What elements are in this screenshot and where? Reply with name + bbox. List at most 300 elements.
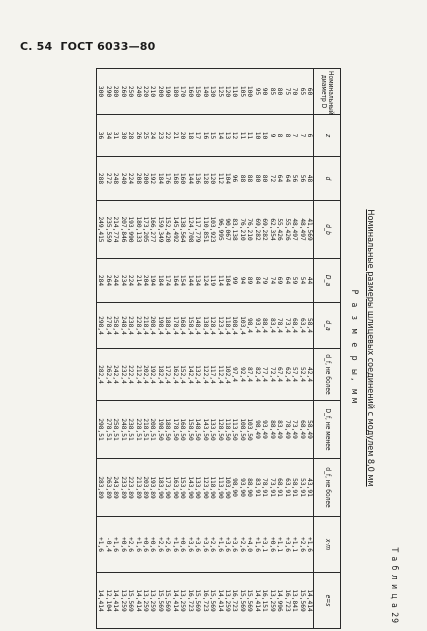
table-cell: 250	[127, 69, 134, 115]
table-cell: 14,414	[134, 573, 141, 629]
table-cell: 290	[104, 69, 111, 115]
table-cell: 148,4	[194, 303, 201, 349]
table-cell: 214	[134, 259, 141, 303]
table-cell: 100	[246, 69, 253, 115]
page-number: С. 54	[20, 40, 53, 53]
table-cell: 283,89	[96, 459, 104, 517]
table-cell: 58,4	[306, 303, 314, 349]
table-cell: 64	[276, 157, 283, 201]
table-cell: 128	[201, 157, 208, 201]
table-cell: 258,51	[112, 401, 119, 459]
table-cell: 15,569	[164, 573, 171, 629]
table-cell: +3,6	[186, 517, 193, 573]
table-cell: 188,50	[164, 401, 171, 459]
table-row	[142, 69, 149, 629]
table-cell: +4,0	[246, 517, 253, 573]
table-cell: 102,4	[224, 349, 231, 401]
table-cell: 224	[127, 157, 134, 201]
table-cell: 6	[306, 115, 314, 157]
table-cell: 235,559	[104, 201, 111, 259]
table-cell: 16,151	[261, 573, 268, 629]
table-cell: 173,205	[142, 201, 149, 259]
table-cell: 83,49	[276, 401, 283, 459]
table-cell: 44	[306, 259, 314, 303]
table-cell: 244	[112, 259, 119, 303]
table-cell: 298,51	[96, 401, 104, 459]
table-cell: 112,4	[216, 349, 223, 401]
table-cell: 41,569	[306, 201, 314, 259]
table-cell: 128,4	[209, 303, 216, 349]
table-cell: 58,49	[306, 401, 314, 459]
table-cell: 97,4	[231, 349, 238, 401]
table-row	[119, 69, 126, 629]
header-da: d_a	[314, 303, 341, 349]
table-cell: 64	[283, 157, 290, 201]
table-cell: 89	[246, 259, 253, 303]
table-cell: 52,4	[298, 349, 305, 401]
table-cell: 113,90	[216, 459, 223, 517]
table-cell: 10	[253, 115, 260, 157]
table-row	[149, 69, 156, 629]
table-cell: 87,4	[246, 349, 253, 401]
table-cell: 63,4	[298, 303, 305, 349]
table-cell: 178,50	[171, 401, 178, 459]
table-cell: 88,90	[246, 459, 253, 517]
table-cell: 8	[283, 115, 290, 157]
table-cell: 14,414	[216, 573, 223, 629]
table-cell: 144	[186, 259, 193, 303]
table-cell: 152,420	[164, 201, 171, 259]
table-cell: +1,6	[134, 517, 141, 573]
table-cell: 238,4	[127, 303, 134, 349]
table-cell: 14,996	[276, 573, 283, 629]
table-cell: 132,4	[194, 349, 201, 401]
table-cell: 84	[253, 259, 260, 303]
table-cell: 15,569	[298, 573, 305, 629]
table-cell: 90,067	[224, 201, 231, 259]
table-cell: 204	[142, 259, 149, 303]
table-cell: 68,4	[291, 303, 298, 349]
table-cell: 56	[291, 157, 298, 201]
table-cell: 13,259	[119, 573, 126, 629]
table-cell: 14,414	[306, 573, 314, 629]
table-cell: 124	[201, 259, 208, 303]
table-cell: +0,6	[142, 517, 149, 573]
table-cell: +0,6	[119, 517, 126, 573]
table-cell: 28	[127, 115, 134, 157]
table-cell: 93,90	[238, 459, 245, 517]
table-cell: 224	[127, 259, 134, 303]
table-cell: 8	[276, 115, 283, 157]
table-cell: 80	[261, 157, 268, 201]
table-row	[298, 69, 305, 629]
table-row	[283, 69, 290, 629]
table-cell: 159,349	[156, 201, 163, 259]
table-cell: 133,50	[209, 401, 216, 459]
table-cell: +0,6	[268, 517, 275, 573]
header-nominal-diameter: Номинальный диаметр D	[314, 69, 341, 115]
table-cell: 55,426	[283, 201, 290, 259]
table-cell: 69,282	[253, 201, 260, 259]
table-header-row	[314, 69, 341, 629]
table-cell: 218,4	[142, 303, 149, 349]
table-cell: 78,4	[276, 303, 283, 349]
table-cell: 148,50	[194, 401, 201, 459]
table-cell: 136	[194, 157, 201, 201]
table-cell: 23	[156, 115, 163, 157]
table-row	[268, 69, 275, 629]
table-cell: 13,259	[224, 573, 231, 629]
table-cell: -0,4	[104, 517, 111, 573]
table-cell: +2,6	[209, 517, 216, 573]
table-cell: 280	[112, 69, 119, 115]
page-header	[20, 40, 155, 53]
table-cell: 278,4	[104, 303, 111, 349]
table-cell: 14	[216, 115, 223, 157]
table-cell: 184	[156, 259, 163, 303]
table-cell: 103,4	[238, 303, 245, 349]
table-cell: 114	[216, 259, 223, 303]
table-cell: +1,1	[291, 517, 298, 573]
table-cell: 112	[216, 157, 223, 201]
table-cell: 119	[209, 259, 216, 303]
table-cell: 73,91	[268, 459, 275, 517]
table-cell: 77,4	[261, 349, 268, 401]
table-row	[134, 69, 141, 629]
table-cell: 63,91	[283, 459, 290, 517]
table-cell: 133,90	[194, 459, 201, 517]
table-row	[104, 69, 111, 629]
header-Da: D_a	[314, 259, 341, 303]
table-cell: 53,91	[298, 459, 305, 517]
table-subtitle: Р а з м е р ы, мм	[349, 289, 359, 407]
table-cell: 17	[194, 115, 201, 157]
table-cell: 76,210	[246, 201, 253, 259]
table-cell: 93,49	[261, 401, 268, 459]
table-cell: 16	[201, 115, 208, 157]
table-cell: +3,6	[231, 517, 238, 573]
table-cell: 15,569	[209, 573, 216, 629]
table-cell: 88,4	[261, 303, 268, 349]
table-cell: 88	[238, 157, 245, 201]
table-cell: 65	[298, 69, 305, 115]
table-cell: 117,779	[194, 201, 201, 259]
table-cell: 7	[291, 115, 298, 157]
table-cell: 18	[186, 115, 193, 157]
table-cell: 208,4	[149, 303, 156, 349]
table-cell: +3,1	[261, 517, 268, 573]
table-cell: 103,923	[209, 201, 216, 259]
table-row	[246, 69, 253, 629]
table-cell: 36	[96, 115, 104, 157]
table-cell: 80	[253, 157, 260, 201]
table-cell: 67,4	[276, 349, 283, 401]
table-cell: 120	[224, 69, 231, 115]
table-cell: 220	[142, 69, 149, 115]
table-cell: 11	[238, 115, 245, 157]
table-cell: 62,354	[268, 201, 275, 259]
table-cell: 262,4	[104, 349, 111, 401]
table-cell: 83,138	[231, 201, 238, 259]
table-cell: 190	[164, 69, 171, 115]
table-cell: 249,415	[96, 201, 104, 259]
standard-code: ГОСТ 6033—80	[60, 40, 156, 53]
table-cell: +0,6	[149, 517, 156, 573]
table-row	[96, 69, 104, 629]
table-cell: 95	[253, 69, 260, 115]
table-cell: 166,277	[149, 201, 156, 259]
table-cell: 168,4	[179, 303, 186, 349]
table-cell: 13,259	[179, 573, 186, 629]
table-cell: 203,89	[142, 459, 149, 517]
table-cell: 202,4	[142, 349, 149, 401]
table-cell: 72	[268, 157, 275, 201]
table-cell: 98,4	[246, 303, 253, 349]
table-row	[164, 69, 171, 629]
table-cell: +2,6	[238, 517, 245, 573]
table-cell: 34	[104, 115, 111, 157]
table-cell: 213,89	[134, 459, 141, 517]
table-row	[238, 69, 245, 629]
table-cell: 118,90	[209, 459, 216, 517]
table-cell: 21	[171, 115, 178, 157]
dimensions-table	[96, 68, 341, 629]
table-cell: 180	[171, 69, 178, 115]
table-cell: 118,4	[224, 303, 231, 349]
table-cell: 188,4	[164, 303, 171, 349]
table-cell: 13,841	[291, 573, 298, 629]
table-cell: 140	[201, 69, 208, 115]
table-cell: 124,708	[186, 201, 193, 259]
table-row	[156, 69, 163, 629]
table-row	[216, 69, 223, 629]
table-cell: 96,995	[216, 201, 223, 259]
table-cell: 130	[209, 69, 216, 115]
table-cell: 15,569	[156, 573, 163, 629]
table-cell: 150	[194, 69, 201, 115]
table-cell: 7	[298, 115, 305, 157]
table-cell: 13	[224, 115, 231, 157]
table-cell: 118,50	[224, 401, 231, 459]
header-db: d_b	[314, 201, 341, 259]
table-cell: 42,4	[306, 349, 314, 401]
table-row	[231, 69, 238, 629]
table-cell: 15,569	[127, 573, 134, 629]
table-cell: 122,4	[201, 349, 208, 401]
table-cell: 16,723	[231, 573, 238, 629]
table-cell: 214,774	[112, 201, 119, 259]
table-cell: 69,282	[261, 201, 268, 259]
table-cell: 123,4	[216, 303, 223, 349]
table-cell: 158,4	[186, 303, 193, 349]
table-title: Номинальные размеры шлицевых соединений с модулем 8,0 мм	[365, 209, 375, 487]
table-cell: 207,846	[119, 201, 126, 259]
table-cell: 14,414	[253, 573, 260, 629]
table-cell: 75	[283, 69, 290, 115]
table-row	[224, 69, 231, 629]
table-cell: 16,723	[186, 573, 193, 629]
table-row	[276, 69, 283, 629]
table-cell: 248,51	[119, 401, 126, 459]
table-cell: 160	[179, 157, 186, 201]
table-cell: 264	[104, 259, 111, 303]
table-cell: +2,6	[164, 517, 171, 573]
table-cell: 98,49	[253, 401, 260, 459]
table-cell: 54	[298, 259, 305, 303]
table-cell: 184	[156, 157, 163, 201]
table-cell: +1,1	[276, 517, 283, 573]
table-cell: 12	[231, 115, 238, 157]
table-cell: 68,49	[298, 401, 305, 459]
table-cell: 168,50	[179, 401, 186, 459]
table-cell: 16,723	[201, 573, 208, 629]
table-cell: 143,90	[186, 459, 193, 517]
table-cell: 69	[276, 259, 283, 303]
table-cell: 284	[96, 259, 104, 303]
table-cell: 80	[276, 69, 283, 115]
table-cell: 68,91	[276, 459, 283, 517]
table-cell: 174	[164, 259, 171, 303]
table-cell: 48	[306, 157, 314, 201]
table-row	[127, 69, 134, 629]
table-cell: 103,90	[224, 459, 231, 517]
table-cell: 14,414	[171, 573, 178, 629]
table-cell: 83,91	[253, 459, 260, 517]
table-cell: 180,133	[134, 201, 141, 259]
table-cell: 13,259	[149, 573, 156, 629]
table-cell: 48,497	[291, 201, 298, 259]
table-cell: 76,210	[238, 201, 245, 259]
table-cell: 160	[186, 69, 193, 115]
table-cell: 178,4	[171, 303, 178, 349]
table-cell: 55,426	[276, 201, 283, 259]
table-cell: 57,4	[291, 349, 298, 401]
table-cell: 13,259	[268, 573, 275, 629]
table-row	[209, 69, 216, 629]
table-cell: 104	[224, 157, 231, 201]
table-cell: +2,6	[156, 517, 163, 573]
table-cell: 128,50	[216, 401, 223, 459]
table-cell: 143,50	[201, 401, 208, 459]
table-cell: 208	[134, 157, 141, 201]
table-cell: 43,91	[306, 459, 314, 517]
table-cell: 125	[216, 69, 223, 115]
table-cell: 20	[179, 115, 186, 157]
header-z: z	[314, 115, 341, 157]
table-cell: 15,569	[238, 573, 245, 629]
table-cell: 162,4	[171, 349, 178, 401]
table-cell: 200	[142, 157, 149, 201]
table-cell: 15,569	[246, 573, 253, 629]
table-cell: 94	[238, 259, 245, 303]
table-cell: +1,6	[306, 517, 314, 573]
table-cell: 193,89	[149, 459, 156, 517]
table-cell: 134	[194, 259, 201, 303]
table-cell: 113,50	[231, 401, 238, 459]
table-cell: 198,4	[156, 303, 163, 349]
table-cell: 11	[246, 115, 253, 157]
table-cell: 105	[238, 69, 245, 115]
header-d: d	[314, 157, 341, 201]
table-cell: 120	[209, 157, 216, 201]
table-cell: 104	[224, 259, 231, 303]
table-cell: 200	[156, 69, 163, 115]
table-cell: 123,90	[201, 459, 208, 517]
table-cell: 93,4	[253, 303, 260, 349]
table-number: Т а б л и ц а 29	[389, 547, 399, 624]
table-cell: 72,4	[268, 349, 275, 401]
table-cell: 48,497	[298, 201, 305, 259]
table-cell: 173,90	[164, 459, 171, 517]
table-cell: 98,90	[231, 459, 238, 517]
table-cell: 144	[186, 157, 193, 201]
table-cell: 82,4	[253, 349, 260, 401]
table-cell: 240	[119, 157, 126, 201]
table-cell: 9	[268, 115, 275, 157]
header-xm: x·m	[314, 517, 341, 573]
table-cell: 15	[209, 115, 216, 157]
table-cell: 73,49	[291, 401, 298, 459]
table-cell: 158,50	[186, 401, 193, 459]
table-cell: +2,6	[298, 517, 305, 573]
table-cell: 238,51	[127, 401, 134, 459]
table-cell: 210	[149, 69, 156, 115]
table-cell: 168	[171, 157, 178, 201]
table-cell: 170	[179, 69, 186, 115]
table-body	[96, 69, 313, 629]
table-cell: +1,6	[171, 517, 178, 573]
table-cell: 278,51	[104, 401, 111, 459]
table-cell: +1,6	[253, 517, 260, 573]
table-cell: 242,4	[112, 349, 119, 401]
table-cell: 142,4	[186, 349, 193, 401]
table-cell: 138,564	[179, 201, 186, 259]
table-row	[306, 69, 314, 629]
table-cell: 233,89	[119, 459, 126, 517]
table-cell: 90	[261, 69, 268, 115]
table-cell: 164	[171, 259, 178, 303]
table-cell: 22	[164, 115, 171, 157]
table-cell: 83,4	[268, 303, 275, 349]
table-cell: 263,89	[104, 459, 111, 517]
header-Df: D_f, не менее	[314, 401, 341, 459]
table-cell: 194	[149, 259, 156, 303]
table-cell: 59	[291, 259, 298, 303]
table-cell: 31	[112, 115, 119, 157]
table-cell: 288	[96, 157, 104, 201]
table-cell: 74	[268, 259, 275, 303]
table-cell: +3,6	[283, 517, 290, 573]
table-cell: 138,4	[201, 303, 208, 349]
table-cell: 26	[134, 115, 141, 157]
table-cell: 222,4	[127, 349, 134, 401]
table-row	[171, 69, 178, 629]
rotated-table-block	[30, 68, 405, 628]
table-cell: +1,6	[96, 517, 104, 573]
table-cell: 30	[119, 115, 126, 157]
table-cell: 117,4	[209, 349, 216, 401]
table-cell: 298,4	[96, 303, 104, 349]
table-cell: 62,4	[283, 349, 290, 401]
table-cell: 218,51	[142, 401, 149, 459]
table-cell: 248,4	[119, 303, 126, 349]
table-cell: 240	[134, 69, 141, 115]
table-cell: 248	[112, 157, 119, 201]
table-cell: 78,91	[261, 459, 268, 517]
table-cell: +3,6	[224, 517, 231, 573]
table-cell: 14,414	[96, 573, 104, 629]
table-cell: 56	[298, 157, 305, 201]
